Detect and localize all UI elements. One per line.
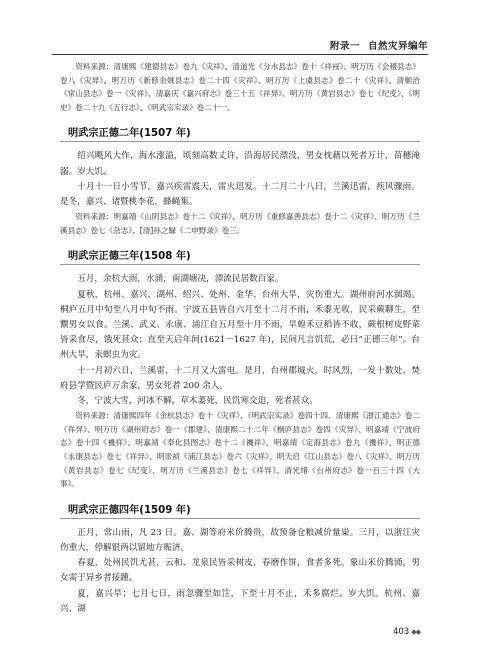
paragraph: 十月十一日小雪节，嘉兴疾雷震天，雷火迅发。十二月二十八日，兰溪迅雷，疾风骤雨。是冬，嘉兴、诸暨桃李花，蜂蝇集。	[60, 181, 420, 207]
page-content	[60, 60, 420, 617]
page-number-value: 403	[392, 627, 410, 637]
section-heading	[60, 246, 420, 265]
running-head-section: 附录一	[329, 41, 360, 52]
intro-source-note: 资料来源：清康熙《建德县志》卷九《灾祥》、清道光《分水县志》卷十《祥祲》、明万历《会稽县志》卷八《灾异》、明万历《新修余姚县志》卷二十四《灾祥》、明万历《上虞县志》卷二十《灾祥》、清顺治《常山县志》卷一《灾祥》、清嘉庆《嘉兴府志》卷三十五《祥异》、明万历《黄岩县志》卷七《纪变》、《明史》卷二十九《五行志》、《明武宗实录》卷二十一。	[60, 62, 420, 112]
running-head-title: 自然灾异编年	[367, 41, 428, 52]
paragraph: 夏，嘉兴旱；七月七日，雨忽骤至如注，下至十月不止，禾多腐烂。岁大饥。杭州、嘉兴、湖	[60, 588, 420, 614]
paragraph: 五月，余杭大雨，水涌，南湖塘决，漂流民居数百家。	[77, 274, 284, 285]
header-rule	[52, 54, 428, 55]
page-number	[393, 627, 420, 637]
paragraph: 正月，常山雨，凡 23 日。嘉、湖等府米价腾贵，故预备仓粮减价量粜。三月，以浙江灾伤重大，停解银两以留地方赈济。	[60, 527, 420, 553]
paragraph: 春夏，处州民饥尤甚，云和、龙泉民皆采树皮，春磨作饼，食者多死。象山米价腾涌，男女需于异乡者接踵。	[60, 558, 420, 584]
section-heading	[60, 500, 420, 519]
section-title: 明武宗正德三年(1508 年)	[68, 251, 191, 263]
source-note: 资料来源：清康熙四年《余杭县志》卷十《灾祥》、《明武宗实录》卷四十四、清康熙《浙江通志》卷二《祥异》、明万历《湖州府志》卷一《郡建》、清康熙二十二年《桐庐县志》卷四《灾异》、明嘉靖《宁波府志》卷十四《禨祥》、明嘉靖《奉化县图志》卷十二《禨祥》、明嘉靖《定海县志》卷九《禨祥》、明正德《永康县志》卷七《祥异》、明崇祯《浦江县志》卷六《灾祥》、明天启《江山县志》卷八《灾祥》、明万历《黄岩县志》卷七《纪变》、明万历《兰溪县志》卷七《祥异》、清光绪《台州府志》卷一百三十四《大事》。	[60, 411, 420, 489]
section-title: 明武宗正德二年(1507 年)	[68, 128, 191, 140]
section-heading	[60, 123, 420, 142]
page-ornament: ◆◆	[411, 628, 420, 636]
section-title: 明武宗正德四年(1509 年)	[68, 504, 191, 516]
running-head	[330, 38, 428, 52]
paragraph: 冬，宁波大雪，河冰不解，草木萎死，民饥寒交迫，死者甚众。	[77, 396, 318, 406]
source-note: 资料来源：明嘉靖《山阴县志》卷十二《灾祥》、明万历《重修嘉善县志》卷十二《灾祥》、明万历《兰溪县志》卷七《杂志》、[清]孙之騄《二申野录》卷三。	[60, 212, 420, 235]
paragraph: 十一月初六日，兰溪雷，十二月又大雷电。是月，台州郡城火，时风烈，一发十数处，焚府县学暨民庐万余家，男女死者 200 余人。	[60, 365, 420, 391]
paragraph: 夏秋，杭州、嘉兴、湖州、绍兴、处州、金华、台州大旱，灾伤重大。湖州府河水涸竭。桐庐五月中旬至八月中旬不雨。宁波五县皆自六月至十二月不雨，禾黍无收，民采蕨聊生，至鬻男女以食。兰溪、武义、永康、浦江自五月至十月不雨，旱蝗禾豆稻皆不收，蕨根树皮野菜皆采食尽，饿死甚众；直至天启年间(1621－1627 年)，民间凡言饥荒，必曰“正德三年”。台州大旱，汞螟虫为灾。	[60, 289, 420, 361]
paragraph: 绍兴飓风大作，海水涨溢，顷刻高数丈许，沿海居民漂没，男女枕藉以死者万计，苗穗淹溺。岁大饥。	[60, 151, 420, 177]
